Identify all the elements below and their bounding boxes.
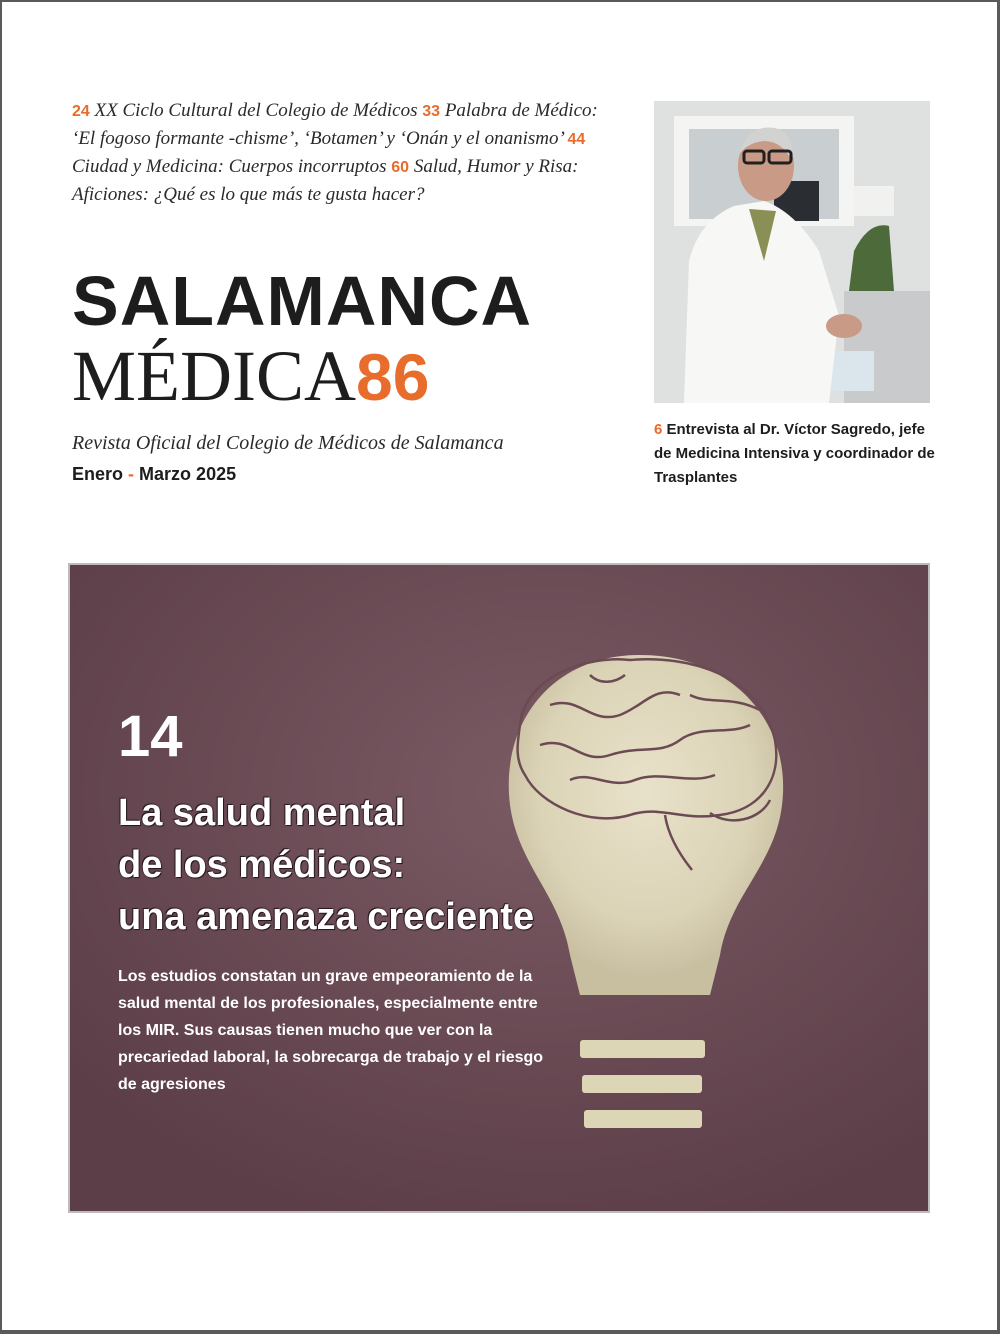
feature-title-line: una amenaza creciente bbox=[118, 896, 535, 938]
date-start: Enero bbox=[72, 464, 124, 484]
toc-page-number: 60 bbox=[391, 159, 410, 176]
feature-description: Los estudios constatan un grave empeoramiento de la salud mental de los profesionales, especialmente entre los MIR. Sus causas tienen mucho que ver con la precariedad laboral, la sobrecarga de trabajo y el riesgo de agresiones bbox=[118, 968, 544, 1093]
date-end: Marzo 2025 bbox=[139, 464, 237, 484]
toc-page-number: 44 bbox=[567, 131, 586, 148]
toc-entry: Palabra de Médico: ‘El fogoso formante -chisme’, ‘Botamen’ y ‘Onán y el onanismo’ bbox=[72, 100, 598, 149]
masthead-salamanca: SALAMANCA bbox=[72, 262, 533, 340]
toc-page-number: 33 bbox=[422, 103, 441, 120]
interview-caption bbox=[654, 418, 944, 490]
table-of-contents bbox=[72, 97, 617, 208]
toc-page-number: 24 bbox=[72, 103, 90, 120]
masthead-medica bbox=[72, 336, 429, 417]
issue-number: 86 bbox=[356, 340, 430, 414]
feature-title-line: de los médicos: bbox=[118, 844, 406, 886]
magazine-subtitle: Revista Oficial del Colegio de Médicos de Salamanca bbox=[72, 432, 504, 454]
feature-page-number: 14 bbox=[118, 704, 183, 769]
interview-page-number: 6 bbox=[654, 421, 663, 438]
feature-story bbox=[68, 563, 930, 1213]
date-separator: - bbox=[128, 464, 135, 484]
interview-text: Entrevista al Dr. Víctor Sagredo, jefe de Medicina Intensiva y coordinador de Trasplantes bbox=[654, 421, 935, 486]
toc-entry: Salud, Humor y Risa: Aficiones: ¿Qué es lo que más te gusta hacer? bbox=[72, 156, 579, 205]
feature-title bbox=[118, 787, 678, 943]
toc-entry: XX Ciclo Cultural del Colegio de Médicos bbox=[94, 100, 418, 121]
magazine-cover bbox=[2, 2, 997, 1330]
feature-title-line: La salud mental bbox=[118, 792, 406, 834]
toc-entry: Ciudad y Medicina: Cuerpos incorruptos bbox=[72, 156, 387, 177]
issue-date bbox=[72, 464, 236, 485]
masthead-medica-word: MÉDICA bbox=[72, 336, 356, 416]
interview-photo bbox=[654, 101, 930, 403]
